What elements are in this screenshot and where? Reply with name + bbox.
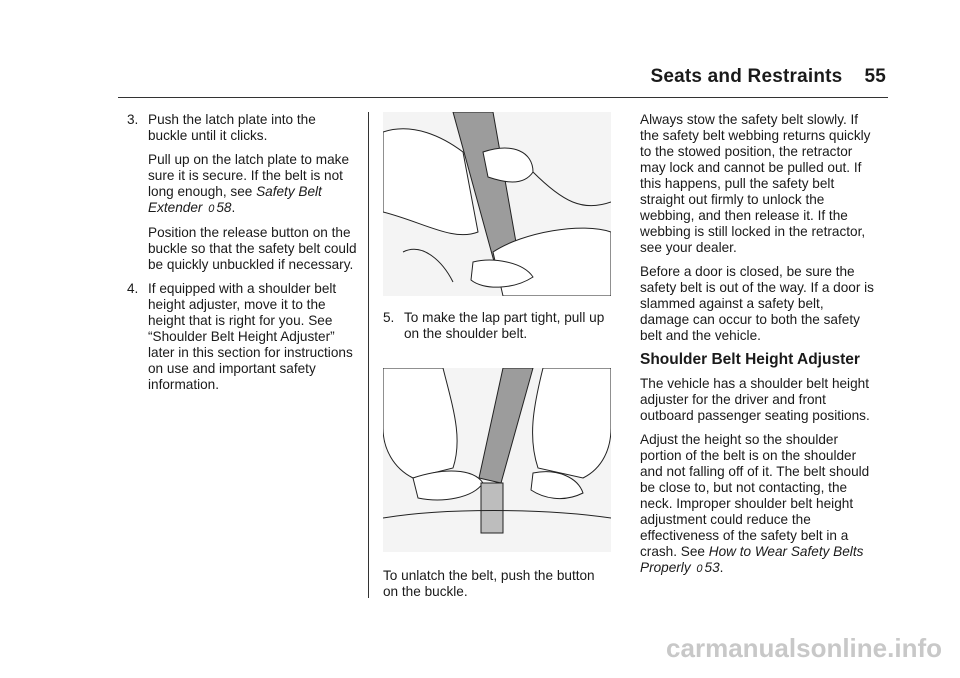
column-1 xyxy=(127,112,357,401)
column-divider xyxy=(368,112,369,598)
paragraph-stow-belt: Always stow the safety belt slowly. If the safety belt webbing returns quickly to the stowed position, the retractor may lock and cannot be pulled out. If this happens, pull the safety belt straight out firmly to unlock the webbing, and then release it. If the webbing is still locked in the retractor, see your dealer. xyxy=(640,112,871,255)
paragraph-latch-check xyxy=(127,152,357,217)
step-text: To make the lap part tight, pull up on the shoulder belt. xyxy=(404,310,605,341)
column-2 xyxy=(383,112,613,608)
paragraph-adjust-height xyxy=(640,432,875,577)
step-4 xyxy=(127,281,357,393)
punctuation: . xyxy=(719,560,724,575)
watermark: carmanualsonline.info xyxy=(666,633,942,663)
paragraph-release-button: Position the release button on the buckle so that the safety belt could be quickly unbuckled if necessary. xyxy=(148,225,357,272)
step-text: If equipped with a shoulder belt height adjuster, move it to the height that is right for you. See “Shoulder Belt Height Adjuster” later in this section for instructions on use and important safety information. xyxy=(148,281,353,392)
step-3 xyxy=(127,112,357,144)
page-header xyxy=(650,66,886,88)
section-title: Seats and Restraints xyxy=(650,66,843,87)
caption-unlatch: To unlatch the belt, push the button on the buckle. xyxy=(383,568,595,599)
section-heading: Shoulder Belt Height Adjuster xyxy=(640,351,860,368)
xref-page: 58 xyxy=(216,200,232,215)
step-number: 5. xyxy=(383,310,395,325)
step-number: 3. xyxy=(127,112,139,127)
column-3 xyxy=(640,112,875,585)
punctuation: . xyxy=(231,200,236,215)
xref-title: How to Wear Safety Belts Properly xyxy=(640,544,864,575)
paragraph-text: Adjust the height so the shoulder portion of the belt is on the shoulder and not falling off of it. The belt should be close to, but not contacting, the neck. Improper shoulder belt height adjustment could reduce the effectiveness of the safety belt in a crash. See xyxy=(640,432,870,559)
xref-title: Safety Belt Extender xyxy=(148,184,322,215)
step-number: 4. xyxy=(127,281,139,296)
illustration-pull-shoulder-belt xyxy=(383,112,611,296)
header-rule xyxy=(118,97,888,98)
page-number: 55 xyxy=(864,66,886,87)
xref-page: 53 xyxy=(704,560,720,575)
paragraph-adjuster-intro: The vehicle has a shoulder belt height adjuster for the driver and front outboard passenger seating positions. xyxy=(640,376,870,423)
step-text: Push the latch plate into the buckle until it clicks. xyxy=(148,112,316,143)
page-ref-icon: 0 xyxy=(208,203,215,215)
page-ref-icon: 0 xyxy=(696,563,703,575)
paragraph-text: Pull up on the latch plate to make sure it is secure. If the belt is not long enough, see xyxy=(148,152,350,199)
paragraph-door-warning: Before a door is closed, be sure the safety belt is out of the way. If a door is slammed against a safety belt, damage can occur to both the safety belt and the vehicle. xyxy=(640,264,874,343)
illustration-unlatch-buckle xyxy=(383,368,611,552)
step-5 xyxy=(383,310,613,342)
